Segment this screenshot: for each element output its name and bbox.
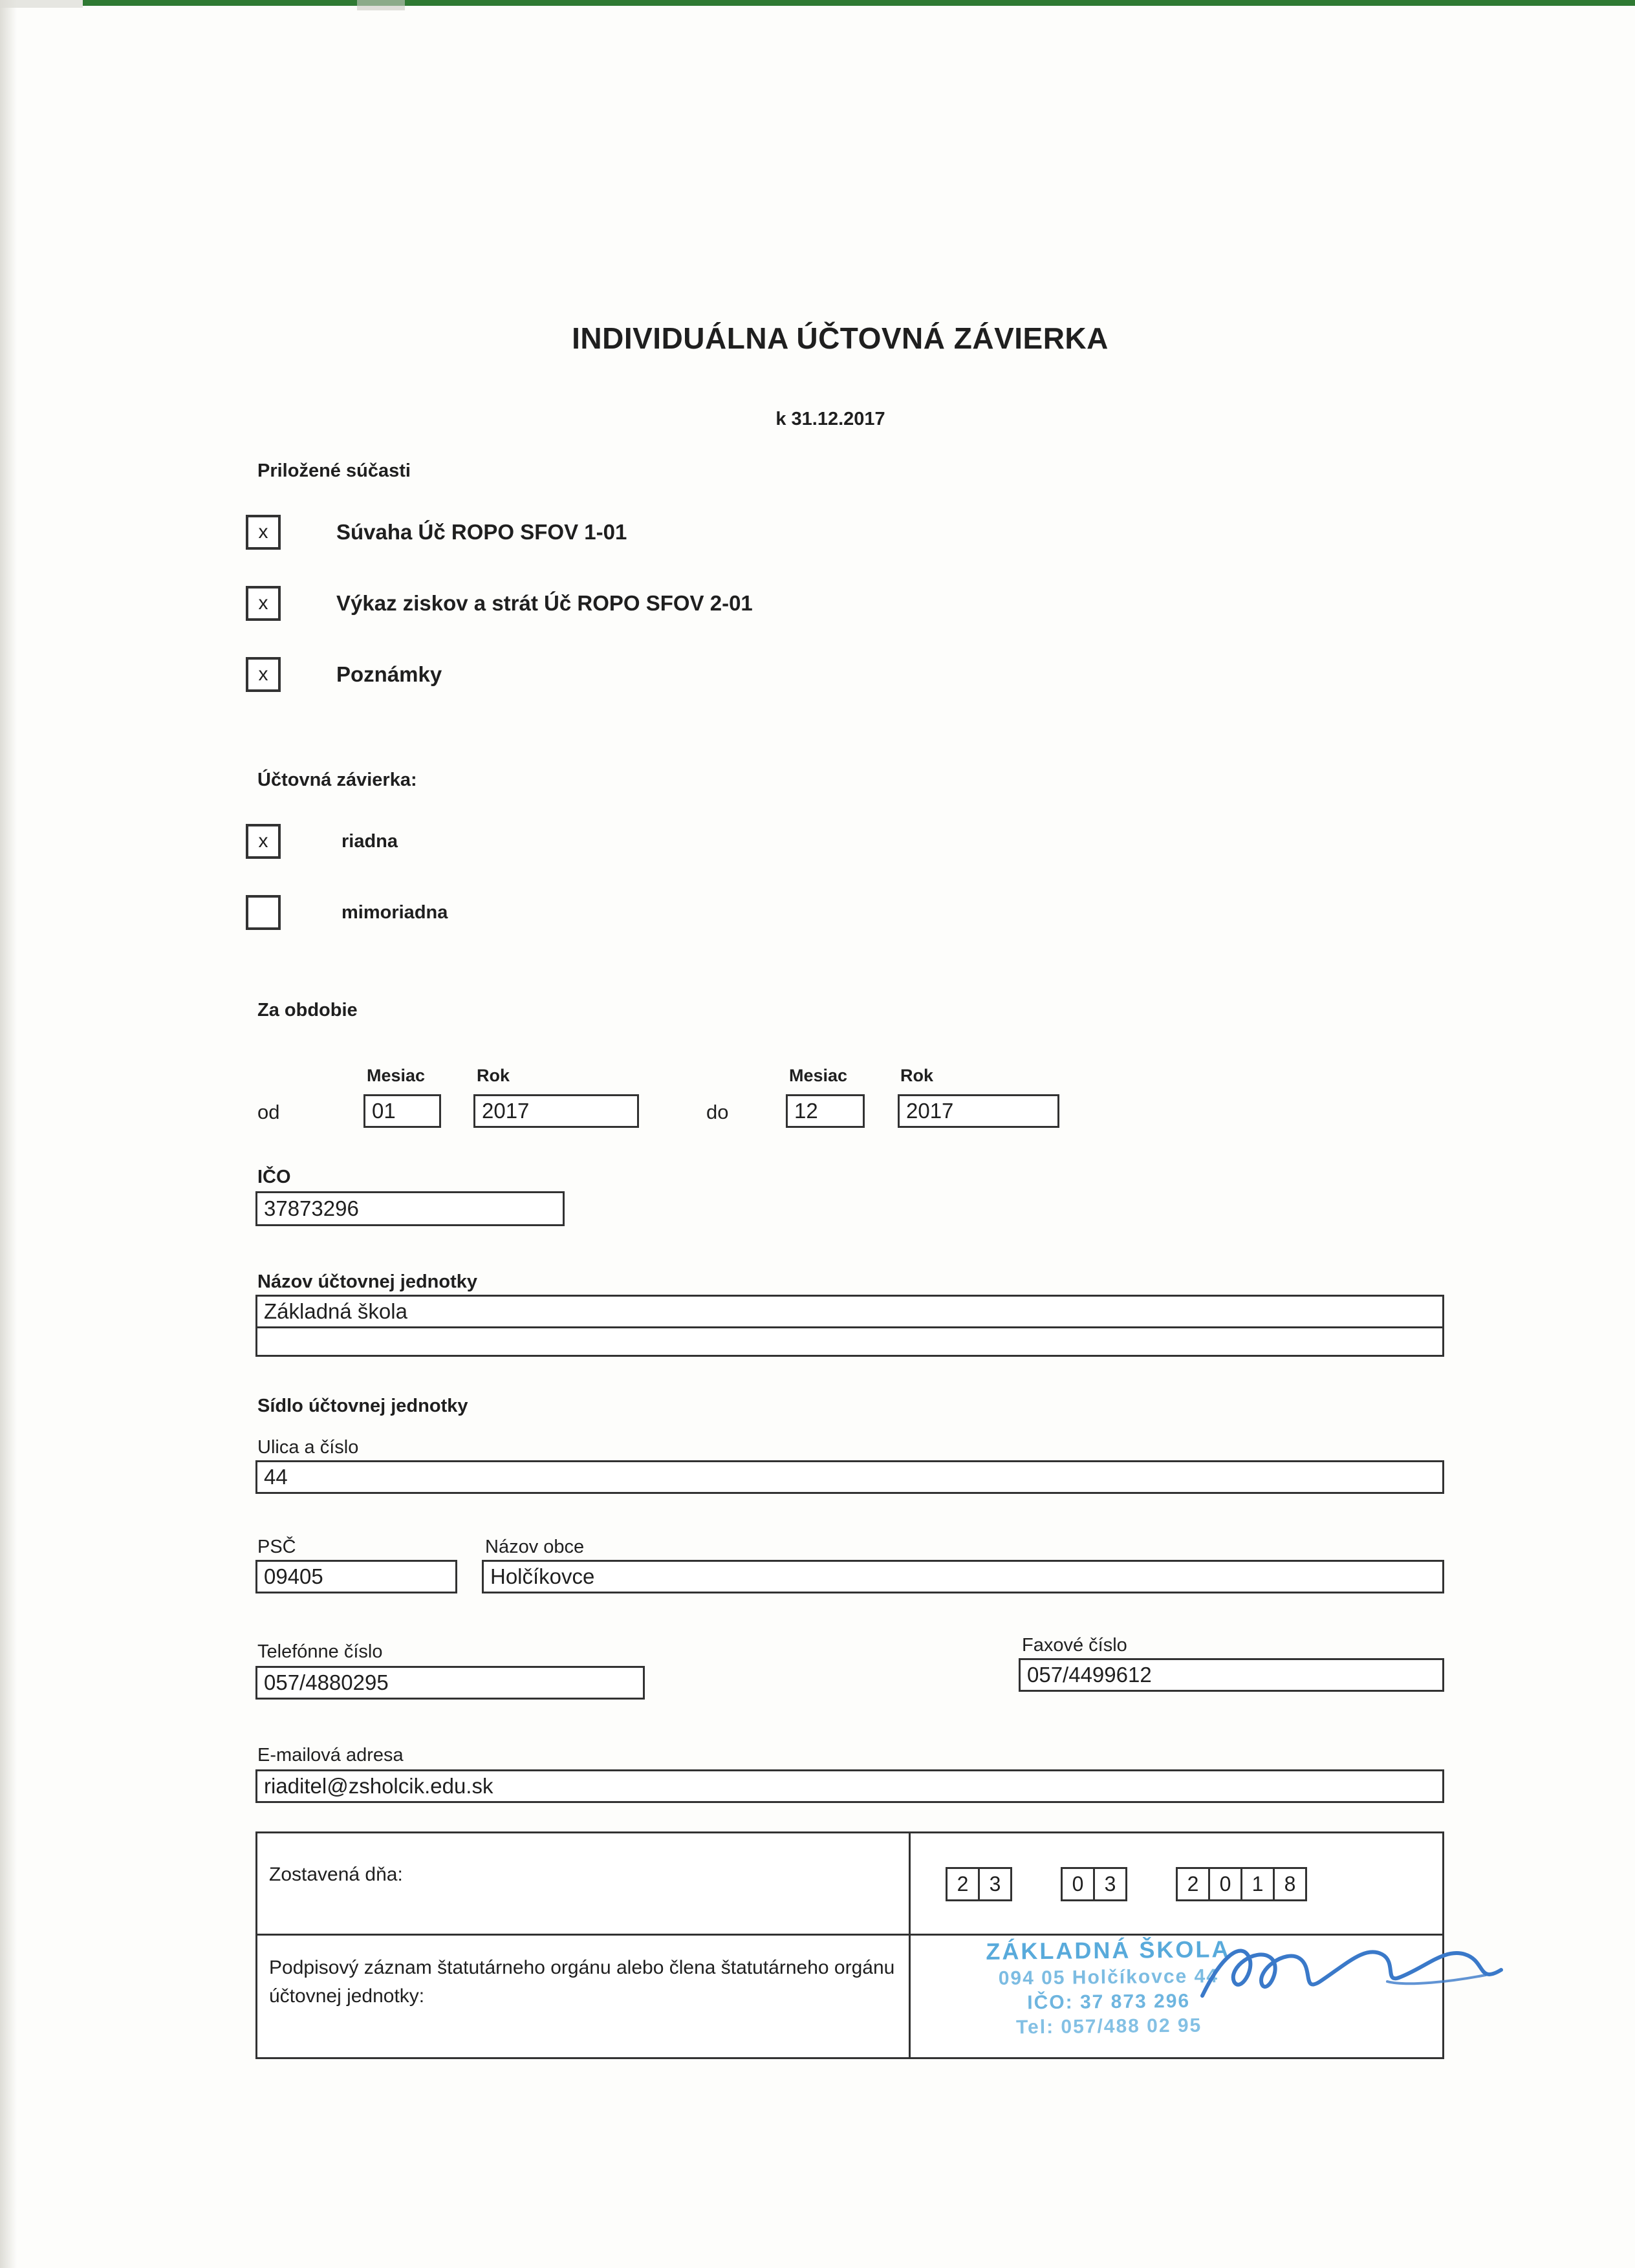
checkbox-suvaha: x <box>246 515 281 550</box>
period-from-month-label: Mesiac <box>367 1066 426 1085</box>
checkbox-row-poznamky <box>246 657 442 692</box>
phone-field: 057/4880295 <box>255 1666 645 1700</box>
phone-label: Telefónne číslo <box>257 1641 383 1662</box>
psc-label: PSČ <box>257 1537 296 1557</box>
checkbox-vykaz-label: Výkaz ziskov a strát Úč ROPO SFOV 2-01 <box>336 591 753 615</box>
checkbox-riadna-label: riadna <box>341 830 398 852</box>
report-date: k 31.12.2017 <box>775 409 885 429</box>
attached-section-heading: Priložené súčasti <box>257 460 411 481</box>
checkbox-row-mimoriadna <box>246 895 448 930</box>
period-to-year-field: 2017 <box>898 1094 1059 1128</box>
handwritten-signature <box>1193 1919 1510 2036</box>
checkbox-suvaha-label: Súvaha Úč ROPO SFOV 1-01 <box>336 520 627 544</box>
date-month-boxes <box>1061 1867 1125 1901</box>
period-to-year-label: Rok <box>900 1066 934 1085</box>
period-from-year-field: 2017 <box>473 1094 639 1128</box>
stamp-phone: Tel: 057/488 02 95 <box>1015 2014 1202 2038</box>
date-year-digit-3: 1 <box>1240 1867 1275 1901</box>
date-year-digit-2: 0 <box>1208 1867 1242 1901</box>
email-field: riaditel@zsholcik.edu.sk <box>255 1769 1444 1803</box>
checkbox-riadna: x <box>246 824 281 859</box>
fax-field: 057/4499612 <box>1019 1658 1444 1692</box>
checkbox-row-vykaz <box>246 586 753 621</box>
entity-name-field-line2 <box>255 1326 1444 1357</box>
period-to-label: do <box>706 1101 729 1123</box>
stamp-address: 094 05 Holčíkovce 44 <box>998 1965 1219 1989</box>
period-to-month-field: 12 <box>786 1094 865 1128</box>
period-from-year-label: Rok <box>477 1066 510 1085</box>
checkbox-mimoriadna <box>246 895 281 930</box>
town-field: Holčíkovce <box>482 1560 1444 1593</box>
scan-left-edge <box>0 0 17 2268</box>
date-month-digit-2: 3 <box>1093 1867 1127 1901</box>
period-section-heading: Za obdobie <box>257 1000 358 1021</box>
date-day-boxes <box>946 1867 1010 1901</box>
checkbox-row-riadna <box>246 824 398 859</box>
date-year-boxes <box>1176 1867 1305 1901</box>
entity-name-field: Základná škola <box>255 1295 1444 1328</box>
period-from-label: od <box>257 1101 280 1123</box>
period-from-month-field: 01 <box>363 1094 441 1128</box>
compiled-date-label: Zostavená dňa: <box>257 1833 911 1934</box>
checkbox-poznamky: x <box>246 657 281 692</box>
checkbox-vykaz: x <box>246 586 281 621</box>
date-day-digit-1: 2 <box>946 1867 980 1901</box>
scan-green-edge <box>83 0 1635 6</box>
zavierka-section-heading: Účtovná závierka: <box>257 770 417 790</box>
period-to-month-label: Mesiac <box>789 1066 848 1085</box>
town-label: Názov obce <box>485 1537 585 1557</box>
ico-field: 37873296 <box>255 1191 565 1226</box>
signature-label: Podpisový záznam štatutárneho orgánu alebo člena štatutárneho orgánu účtovnej jednotky: <box>257 1936 911 2059</box>
page-title: INDIVIDUÁLNA ÚČTOVNÁ ZÁVIERKA <box>572 321 1109 355</box>
address-section-heading: Sídlo účtovnej jednotky <box>257 1396 468 1416</box>
ico-label: IČO <box>257 1167 291 1187</box>
street-label: Ulica a číslo <box>257 1437 359 1458</box>
compiled-date-cell <box>911 1833 1442 1934</box>
street-field: 44 <box>255 1460 1444 1494</box>
psc-field: 09405 <box>255 1560 457 1593</box>
date-year-digit-1: 2 <box>1176 1867 1210 1901</box>
email-label: E-mailová adresa <box>257 1745 404 1766</box>
date-day-digit-2: 3 <box>978 1867 1012 1901</box>
scan-notch-artifact <box>357 0 405 10</box>
fax-label: Faxové číslo <box>1022 1635 1127 1656</box>
checkbox-row-suvaha <box>246 515 627 550</box>
date-month-digit-1: 0 <box>1061 1867 1095 1901</box>
stamp-school-name: ZÁKLADNÁ ŠKOLA <box>986 1936 1231 1965</box>
checkbox-poznamky-label: Poznámky <box>336 662 442 686</box>
date-year-digit-4: 8 <box>1273 1867 1307 1901</box>
entity-name-label: Názov účtovnej jednotky <box>257 1271 478 1292</box>
checkbox-mimoriadna-label: mimoriadna <box>341 902 448 923</box>
stamp-ico: IČO: 37 873 296 <box>1027 1990 1191 2014</box>
